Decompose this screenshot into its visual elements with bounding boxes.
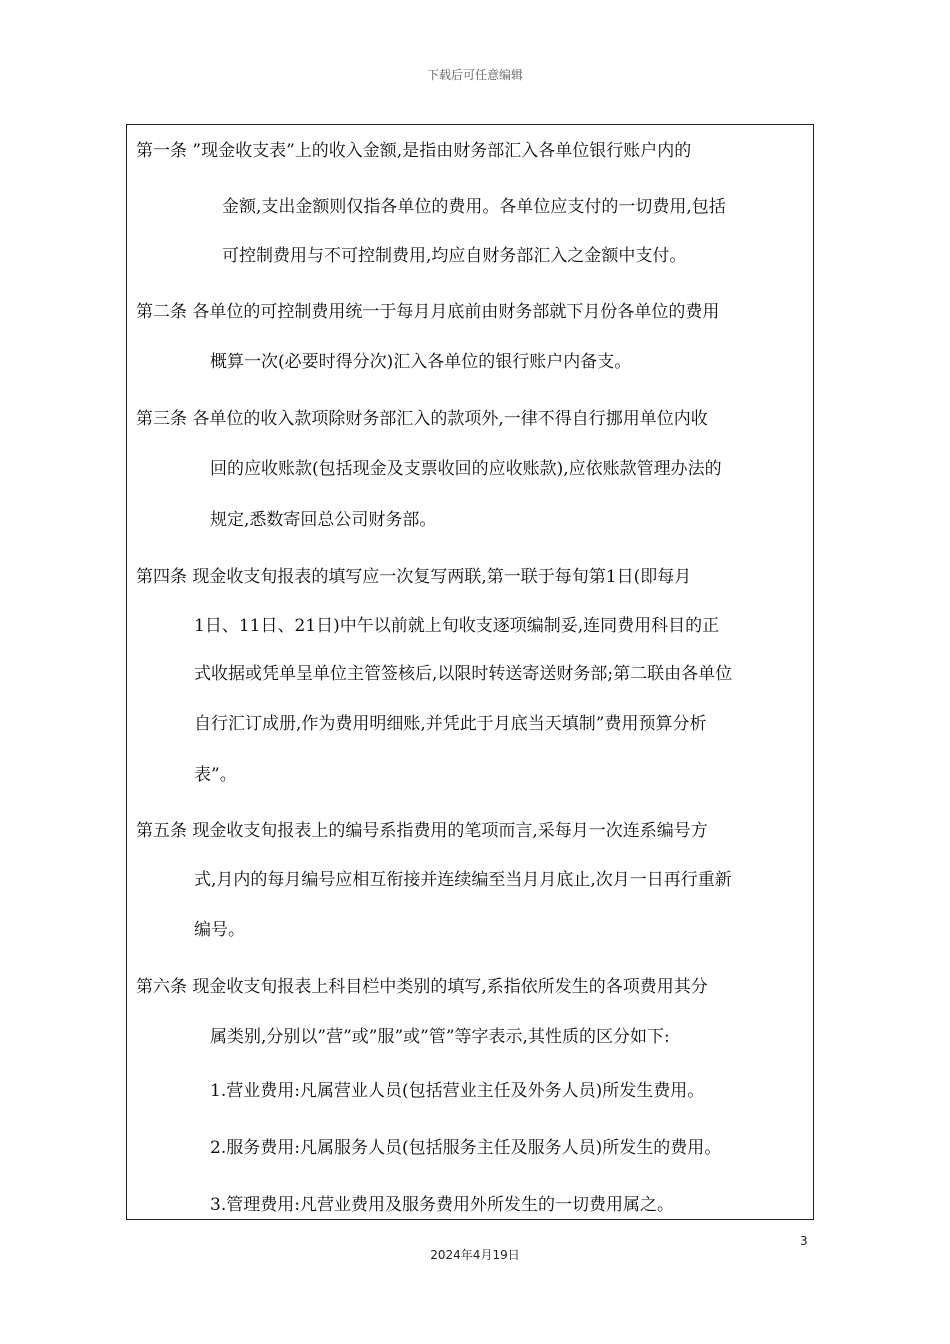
article-3-line-2: 回的应收账款(包括现金及支票收回的应收账款),应依账款管理办法的 xyxy=(210,459,722,479)
footer-date: 2024年4月19日 xyxy=(430,1248,520,1262)
article-1-line-2: 金额,支出金额则仅指各单位的费用。各单位应支付的一切费用,包括 xyxy=(222,197,726,217)
article-5-line-2: 式,月内的每月编号应相互衔接并连续编至当月月底止,次月一日再行重新 xyxy=(194,870,732,890)
article-4-line-2: 1日、11日、21日)中午以前就上旬收支逐项编制妥,连同费用科目的正 xyxy=(194,616,720,636)
article-4-line-1: 第四条 现金收支旬报表的填写应一次复写两联,第一联于每旬第1日(即每月 xyxy=(136,567,692,587)
article-3-line-3: 规定,悉数寄回总公司财务部。 xyxy=(210,510,437,530)
article-4-line-4: 自行汇订成册,作为费用明细账,并凭此于月底当天填制”费用预算分析 xyxy=(194,714,707,734)
article-6-line-2: 属类别,分别以”营”或”服”或”管”等字表示,其性质的区分如下: xyxy=(210,1027,670,1047)
article-6-item-1: 1.营业费用:凡属营业人员(包括营业主任及外务人员)所发生费用。 xyxy=(210,1081,705,1101)
article-6-item-2: 2.服务费用:凡属服务人员(包括服务主任及服务人员)所发生的费用。 xyxy=(210,1138,722,1158)
page-number: 3 xyxy=(800,1234,808,1248)
article-1-line-1: 第一条 ”现金收支表”上的收入金额,是指由财务部汇入各单位银行账户内的 xyxy=(136,141,692,161)
article-4-line-3: 式收据或凭单呈单位主管签核后,以限时转送寄送财务部;第二联由各单位 xyxy=(194,664,733,684)
article-6-item-3: 3.管理费用:凡营业费用及服务费用外所发生的一切费用属之。 xyxy=(210,1195,674,1215)
article-2-line-2: 概算一次(必要时得分次)汇入各单位的银行账户内备支。 xyxy=(210,352,632,372)
article-1-line-3: 可控制费用与不可控制费用,均应自财务部汇入之金额中支付。 xyxy=(222,246,687,266)
article-2-line-1: 第二条 各单位的可控制费用统一于每月月底前由财务部就下月份各单位的费用 xyxy=(136,302,720,322)
article-5-line-3: 编号。 xyxy=(194,920,245,940)
article-6-line-1: 第六条 现金收支旬报表上科目栏中类别的填写,系指依所发生的各项费用其分 xyxy=(136,977,708,997)
page-header: 下载后可任意编辑 xyxy=(426,68,523,82)
article-5-line-1: 第五条 现金收支旬报表上的编号系指费用的笔项而言,采每月一次连系编号方 xyxy=(136,821,708,841)
article-4-line-5: 表”。 xyxy=(194,765,237,785)
article-3-line-1: 第三条 各单位的收入款项除财务部汇入的款项外,一律不得自行挪用单位内收 xyxy=(136,409,708,429)
